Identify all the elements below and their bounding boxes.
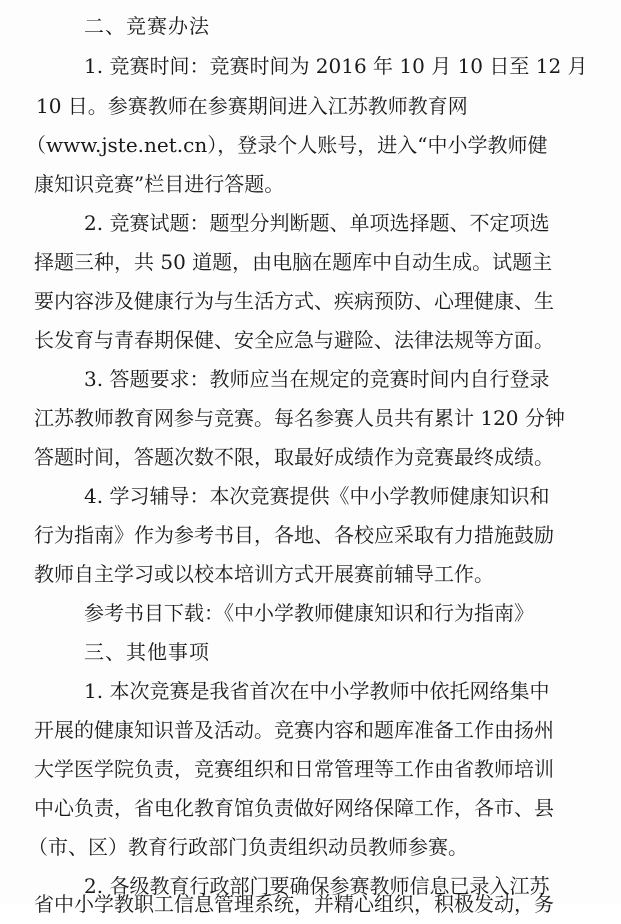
paragraph-line (0, 164, 621, 204)
text-line: 开展的健康知识普及活动。竞赛内容和题库准备工作由扬州 (34, 718, 554, 742)
text-line: 1. 本次竞赛是我省首次在中小学教师中依托网络集中 (84, 679, 550, 703)
paragraph-line (0, 710, 621, 750)
paragraph-line (0, 359, 621, 399)
text-line: 1. 竞赛时间：竞赛时间为 2016 年 10 月 10 日至 12 月 (84, 54, 588, 78)
text-line: 江苏教师教育网参与竞赛。每名参赛人员共有累计 120 分钟 (34, 406, 565, 430)
paragraph-line (0, 398, 621, 438)
paragraph-line (0, 827, 621, 867)
text-line: 要内容涉及健康行为与生活方式、疾病预防、心理健康、生 (34, 289, 554, 313)
paragraph-line (0, 884, 621, 924)
text-line: （市、区）教育行政部门负责组织动员教师参赛。 (28, 835, 468, 859)
reference-book-download (0, 593, 621, 633)
section-heading-competition-method (0, 6, 621, 46)
paragraph-line (0, 281, 621, 321)
paragraph-line (0, 320, 621, 360)
section-heading-other-matters (0, 632, 621, 672)
paragraph-line (0, 749, 621, 789)
paragraph-line (0, 86, 621, 126)
paragraph-line (0, 46, 621, 86)
text-line: 中心负责，省电化教育馆负责做好网络保障工作，各市、县 (34, 796, 554, 820)
text-line: 省中小学教职工信息管理系统，并精心组织，积极发动，务 (34, 892, 554, 916)
text-line: 康知识竞赛”栏目进行答题。 (34, 172, 285, 196)
text-line: 答题时间，答题次数不限，取最好成绩作为竞赛最终成绩。 (34, 445, 554, 469)
paragraph-line (0, 242, 621, 282)
text-line: 大学医学院负责，竞赛组织和日常管理等工作由省教师培训 (34, 757, 554, 781)
text-line: 择题三种，共 50 道题，由电脑在题库中自动生成。试题主 (34, 250, 553, 274)
paragraph-line (0, 788, 621, 828)
paragraph-line (0, 437, 621, 477)
text-line: 教师自主学习或以校本培训方式开展赛前辅导工作。 (34, 562, 494, 586)
text-line: 行为指南》作为参考书目，各地、各校应采取有力措施鼓励 (34, 523, 554, 547)
paragraph-line (0, 203, 621, 243)
text-line: 4. 学习辅导：本次竞赛提供《中小学教师健康知识和 (84, 484, 550, 508)
text-line: 10 日。参赛教师在参赛期间进入江苏教师教育网 (36, 94, 468, 118)
paragraph-line (0, 515, 621, 555)
text-line: 3. 答题要求：教师应当在规定的竞赛时间内自行登录 (84, 367, 550, 391)
text-line: 2. 竞赛试题：题型分判断题、单项选择题、不定项选 (84, 211, 550, 235)
text-line: 2. 各级教育行政部门要确保参赛教师信息已录入江苏 (84, 874, 550, 898)
paragraph-line (0, 554, 621, 594)
text-line: （www.jste.net.cn），登录个人账号，进入“中小学教师健 (26, 133, 548, 157)
paragraph-line (0, 125, 621, 165)
heading-text: 三、其他事项 (84, 640, 210, 664)
text-line: 参考书目下载：《中小学教师健康知识和行为指南》 (84, 601, 534, 625)
paragraph-line (0, 476, 621, 516)
paragraph-line (0, 671, 621, 711)
heading-text: 二、竞赛办法 (84, 14, 210, 38)
text-line: 长发育与青春期保健、安全应急与避险、法律法规等方面。 (34, 328, 554, 352)
